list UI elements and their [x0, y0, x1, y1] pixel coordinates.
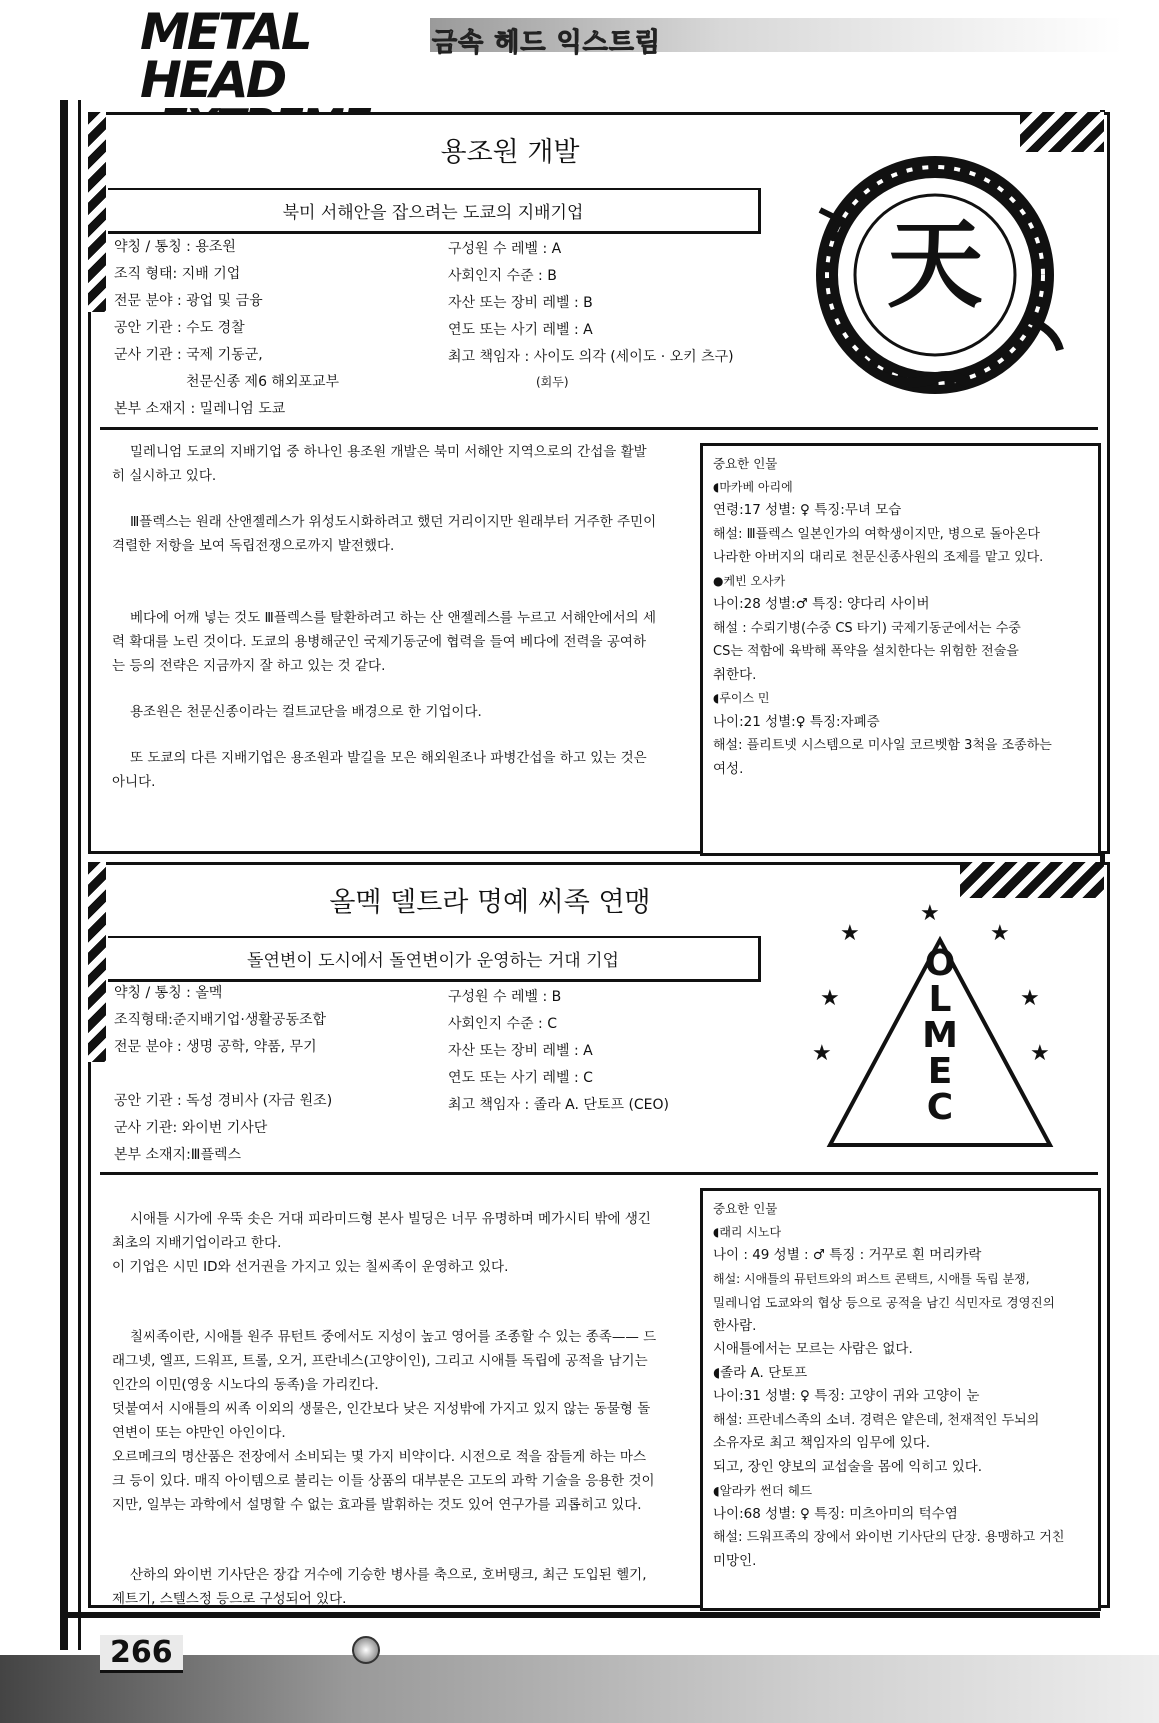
svg-text:★: ★ [1030, 1041, 1050, 1066]
logo-korean: 금속 헤드 익스트림 [432, 28, 662, 58]
section2-fields-left [114, 982, 444, 1171]
olmec-letter: L [928, 979, 952, 1020]
footer-bar [60, 1612, 1100, 1618]
people-line: 나이:68 성별: ♀ 특징: 미츠아미의 턱수염 [713, 1505, 958, 1522]
olmec-emblem [812, 900, 1060, 1150]
paragraph: Ⅲ플렉스는 원래 산앤젤레스가 위성도시화하려고 했던 거리이지만 원래부터 거주한 주민이 격렬한 저항을 보여 독립전쟁으로까지 발전했다. [112, 514, 657, 554]
section2-body [112, 1183, 657, 1657]
dragon-emblem [800, 150, 1070, 410]
people-line: 한사람. [713, 1317, 757, 1334]
logo-line1: METAL HEAD [140, 3, 310, 109]
svg-text:★: ★ [990, 921, 1010, 946]
people-line: 되고, 장인 양보의 교섭술을 몸에 익히고 있다. [713, 1458, 983, 1475]
people-line: 밀레니엄 도쿄와의 협상 등으로 공적을 남긴 식민자로 경영진의 [713, 1295, 1055, 1310]
section2-subtitle: 돌연변이 도시에서 돌연변이가 운영하는 거대 기업 [108, 936, 761, 982]
field: 조직형태:준지배기업·생활공동조합 [114, 1012, 327, 1028]
paragraph: 산하의 와이번 기사단은 장갑 거수에 기승한 병사를 축으로, 호버탱크, 최근 도입된 헬기, 제트기, 스텔스정 등으로 구성되어 있다. [112, 1567, 647, 1607]
olmec-letter: C [926, 1087, 954, 1128]
people-line: 해설: 플리트넷 시스템으로 미사일 코르벳함 3척을 조종하는 [713, 738, 1052, 753]
section1-fields-left [114, 236, 444, 425]
people-line: 나이:31 성별: ♀ 특징: 고양이 귀와 고양이 눈 [713, 1388, 980, 1404]
paragraph: 밀레니엄 도쿄의 지배기업 중 하나인 용조원 개발은 북미 서해안 지역으로의 간섭을 활발히 실시하고 있다. [112, 444, 647, 484]
field: (회두) [536, 375, 569, 389]
section2-title: 올멕 델트라 명예 씨족 연맹 [329, 887, 651, 918]
field: 연도 또는 사기 레벨 : C [448, 1070, 593, 1086]
section1-body [112, 440, 657, 816]
people-line: ◖루이스 민 [713, 691, 770, 705]
people-line: CS는 적함에 육박해 폭약을 설치한다는 위험한 전술을 [713, 644, 1019, 659]
field: 군사 기관 : 국제 기동군, [114, 347, 263, 363]
section2-divider [100, 1172, 1098, 1175]
section2-fields-right [448, 986, 768, 1121]
field: 구성원 수 레벨 : B [448, 989, 562, 1005]
people-line: 해설 : 수뢰기병(수중 CS 타기) 국제기동군에서는 수중 [713, 620, 1021, 636]
field: 본부 소재지:Ⅲ플렉스 [114, 1147, 242, 1163]
people-line: 미망인. [713, 1552, 757, 1569]
section1-left-stripe [88, 112, 106, 312]
olmec-letter: O [924, 943, 956, 984]
people-line: ●케빈 오사카 [713, 573, 786, 588]
people-line: 나이:28 성별:♂ 특징: 양다리 사이버 [713, 596, 930, 612]
field: 약칭 / 통칭 : 올멕 [114, 985, 223, 1001]
field: 자산 또는 장비 레벨 : A [448, 1043, 593, 1059]
page-number: 266 [100, 1635, 183, 1673]
field: 약칭 / 통칭 : 용조원 [114, 239, 236, 255]
field: 군사 기관: 와이번 기사단 [114, 1120, 268, 1136]
paragraph: 시애틀 시가에 우뚝 솟은 거대 피라미드형 본사 빌딩은 너무 유명하며 메가시티 밖에 생긴 최초의 지배기업이라고 한다. 이 기업은 시민 ID와 선거권을 가지고 있는 칠씨족이 운영하고 있다. [112, 1211, 651, 1275]
field: 사회인지 수준 : C [448, 1016, 557, 1032]
field: 공안 기관 : 독성 경비사 (자금 원조) [114, 1093, 333, 1109]
field: 최고 책임자 : 사이도 의각 (세이도 · 오키 츠구) [448, 349, 734, 365]
field: 공안 기관 : 수도 경찰 [114, 320, 245, 336]
svg-text:★: ★ [840, 921, 860, 946]
people-line: 연령:17 성별: ♀ 특징:무녀 모습 [713, 502, 902, 518]
people-line: 여성. [713, 760, 744, 777]
svg-text:★: ★ [920, 901, 940, 926]
field: 천문신종 제6 해외포교부 [186, 374, 340, 390]
people-line: ◖알라카 썬더 헤드 [713, 1483, 813, 1498]
section1-fields-right [448, 238, 768, 400]
section2-people-box [700, 1188, 1101, 1611]
section1-divider [100, 427, 1098, 430]
svg-text:★: ★ [812, 1041, 832, 1066]
section1-title: 용조원 개발 [440, 137, 580, 168]
paragraph: 또 도쿄의 다른 지배기업은 용조원과 발길을 모은 해외원조나 파병간섭을 하고 있는 것은 아니다. [112, 750, 647, 790]
people-title: 중요한 인물 [713, 456, 778, 471]
paragraph: 베다에 어깨 넣는 것도 Ⅲ플렉스를 탈환하려고 하는 산 앤젤레스를 누르고 서해안에서의 세력 확대를 노린 것이다. 도쿄의 용병해군인 국제기동군에 협력을 들여 베다에 전력을 공여하는 등의 전략은 지금까지 잘 하고 있는 것 같다. [112, 610, 656, 674]
olmec-letter: M [922, 1015, 958, 1056]
people-line: 나라한 아버지의 대리로 천문신종사원의 조제를 맡고 있다. [713, 550, 1044, 565]
people-line: 나이:21 성별:♀ 특징:자폐증 [713, 713, 880, 730]
footer-bolt-icon [352, 1636, 380, 1664]
people-line: ◖졸라 A. 단토프 [713, 1364, 808, 1381]
left-rail-inner [78, 100, 81, 1650]
svg-text:★: ★ [1020, 986, 1040, 1011]
svg-text:★: ★ [820, 986, 840, 1011]
field: 구성원 수 레벨 : A [448, 241, 562, 257]
people-line: ◖래리 시노다 [713, 1224, 782, 1239]
left-rail [60, 100, 68, 1650]
olmec-letter: E [927, 1051, 953, 1092]
people-line: ◖마카베 아리에 [713, 479, 793, 494]
people-line: 해설: Ⅲ플렉스 일본인가의 여학생이지만, 병으로 돌아온다 [713, 526, 1040, 542]
section2-left-stripe [88, 862, 106, 1062]
field: 자산 또는 장비 레벨 : B [448, 295, 593, 311]
field: 조직 형태: 지배 기업 [114, 266, 241, 282]
people-line: 해설: 시애틀의 뮤턴트와의 퍼스트 콘택트, 시애틀 독립 분쟁, [713, 1271, 1030, 1286]
section1-corner-stripe [1020, 112, 1104, 152]
people-line: 해설: 드워프족의 장에서 와이번 기사단의 단장. 용맹하고 거친 [713, 1530, 1065, 1545]
people-line: 시애틀에서는 모르는 사람은 없다. [713, 1341, 913, 1357]
emblem-character: 天 [887, 208, 983, 321]
field: 연도 또는 사기 레벨 : A [448, 322, 593, 338]
section1-people-box [700, 443, 1101, 856]
paragraph: 용조원은 천문신종이라는 컬트교단을 배경으로 한 기업이다. [130, 704, 482, 720]
people-title: 중요한 인물 [713, 1201, 778, 1216]
people-line: 해설: 프란네스족의 소녀. 경력은 얕은데, 천재적인 두뇌의 [713, 1412, 1040, 1428]
field: 본부 소재지 : 밀레니엄 도쿄 [114, 401, 286, 417]
section1-subtitle: 북미 서해안을 잡으려는 도쿄의 지배기업 [108, 188, 761, 234]
logo [140, 3, 440, 109]
paragraph: 칠씨족이란, 시애틀 원주 뮤턴트 중에서도 지성이 높고 영어를 조종할 수 있는 종족—— 드래그넷, 엘프, 드워프, 트롤, 오거, 프란네스(고양이인), 그리고 시애틀 독립에 공적을 남기는 인간의 이민(영웅 시노다의 동족)을 가리킨다. 덧붙여서 시애틀의 씨족 이외의 생물은, 인간보다 낮은 지성밖에 가지고 있지 않는 동물형 돌연변이 또는 야만인 아인이다. 오르메크의 명산품은 전장에서 소비되는 몇 가지 비약이다. 시전으로 적을 잠들게 하는 마스크 등이 있다. 매직 아이템으로 불리는 이들 상품의 대부분은 고도의 과학 기술을 응용한 것이지만, 일부는 과학에서 설명할 수 없는 효과를 발휘하는 것도 있어 연구가를 괴롭히고 있다. [112, 1329, 657, 1513]
field: 사회인지 수준 : B [448, 268, 557, 284]
section2-corner-stripe [960, 862, 1104, 898]
field: 전문 분야 : 생명 공학, 약품, 무기 [114, 1039, 317, 1055]
field: 전문 분야 : 광업 및 금융 [114, 293, 263, 309]
people-line: 소유자로 최고 책임자의 임무에 있다. [713, 1435, 931, 1451]
olmec-letters [912, 943, 968, 1128]
people-line: 취한다. [713, 666, 757, 683]
field: 최고 책임자 : 졸라 A. 단토프 (CEO) [448, 1097, 670, 1113]
people-line: 나이 : 49 성별 : ♂ 특징 : 거꾸로 흰 머리카락 [713, 1247, 982, 1263]
